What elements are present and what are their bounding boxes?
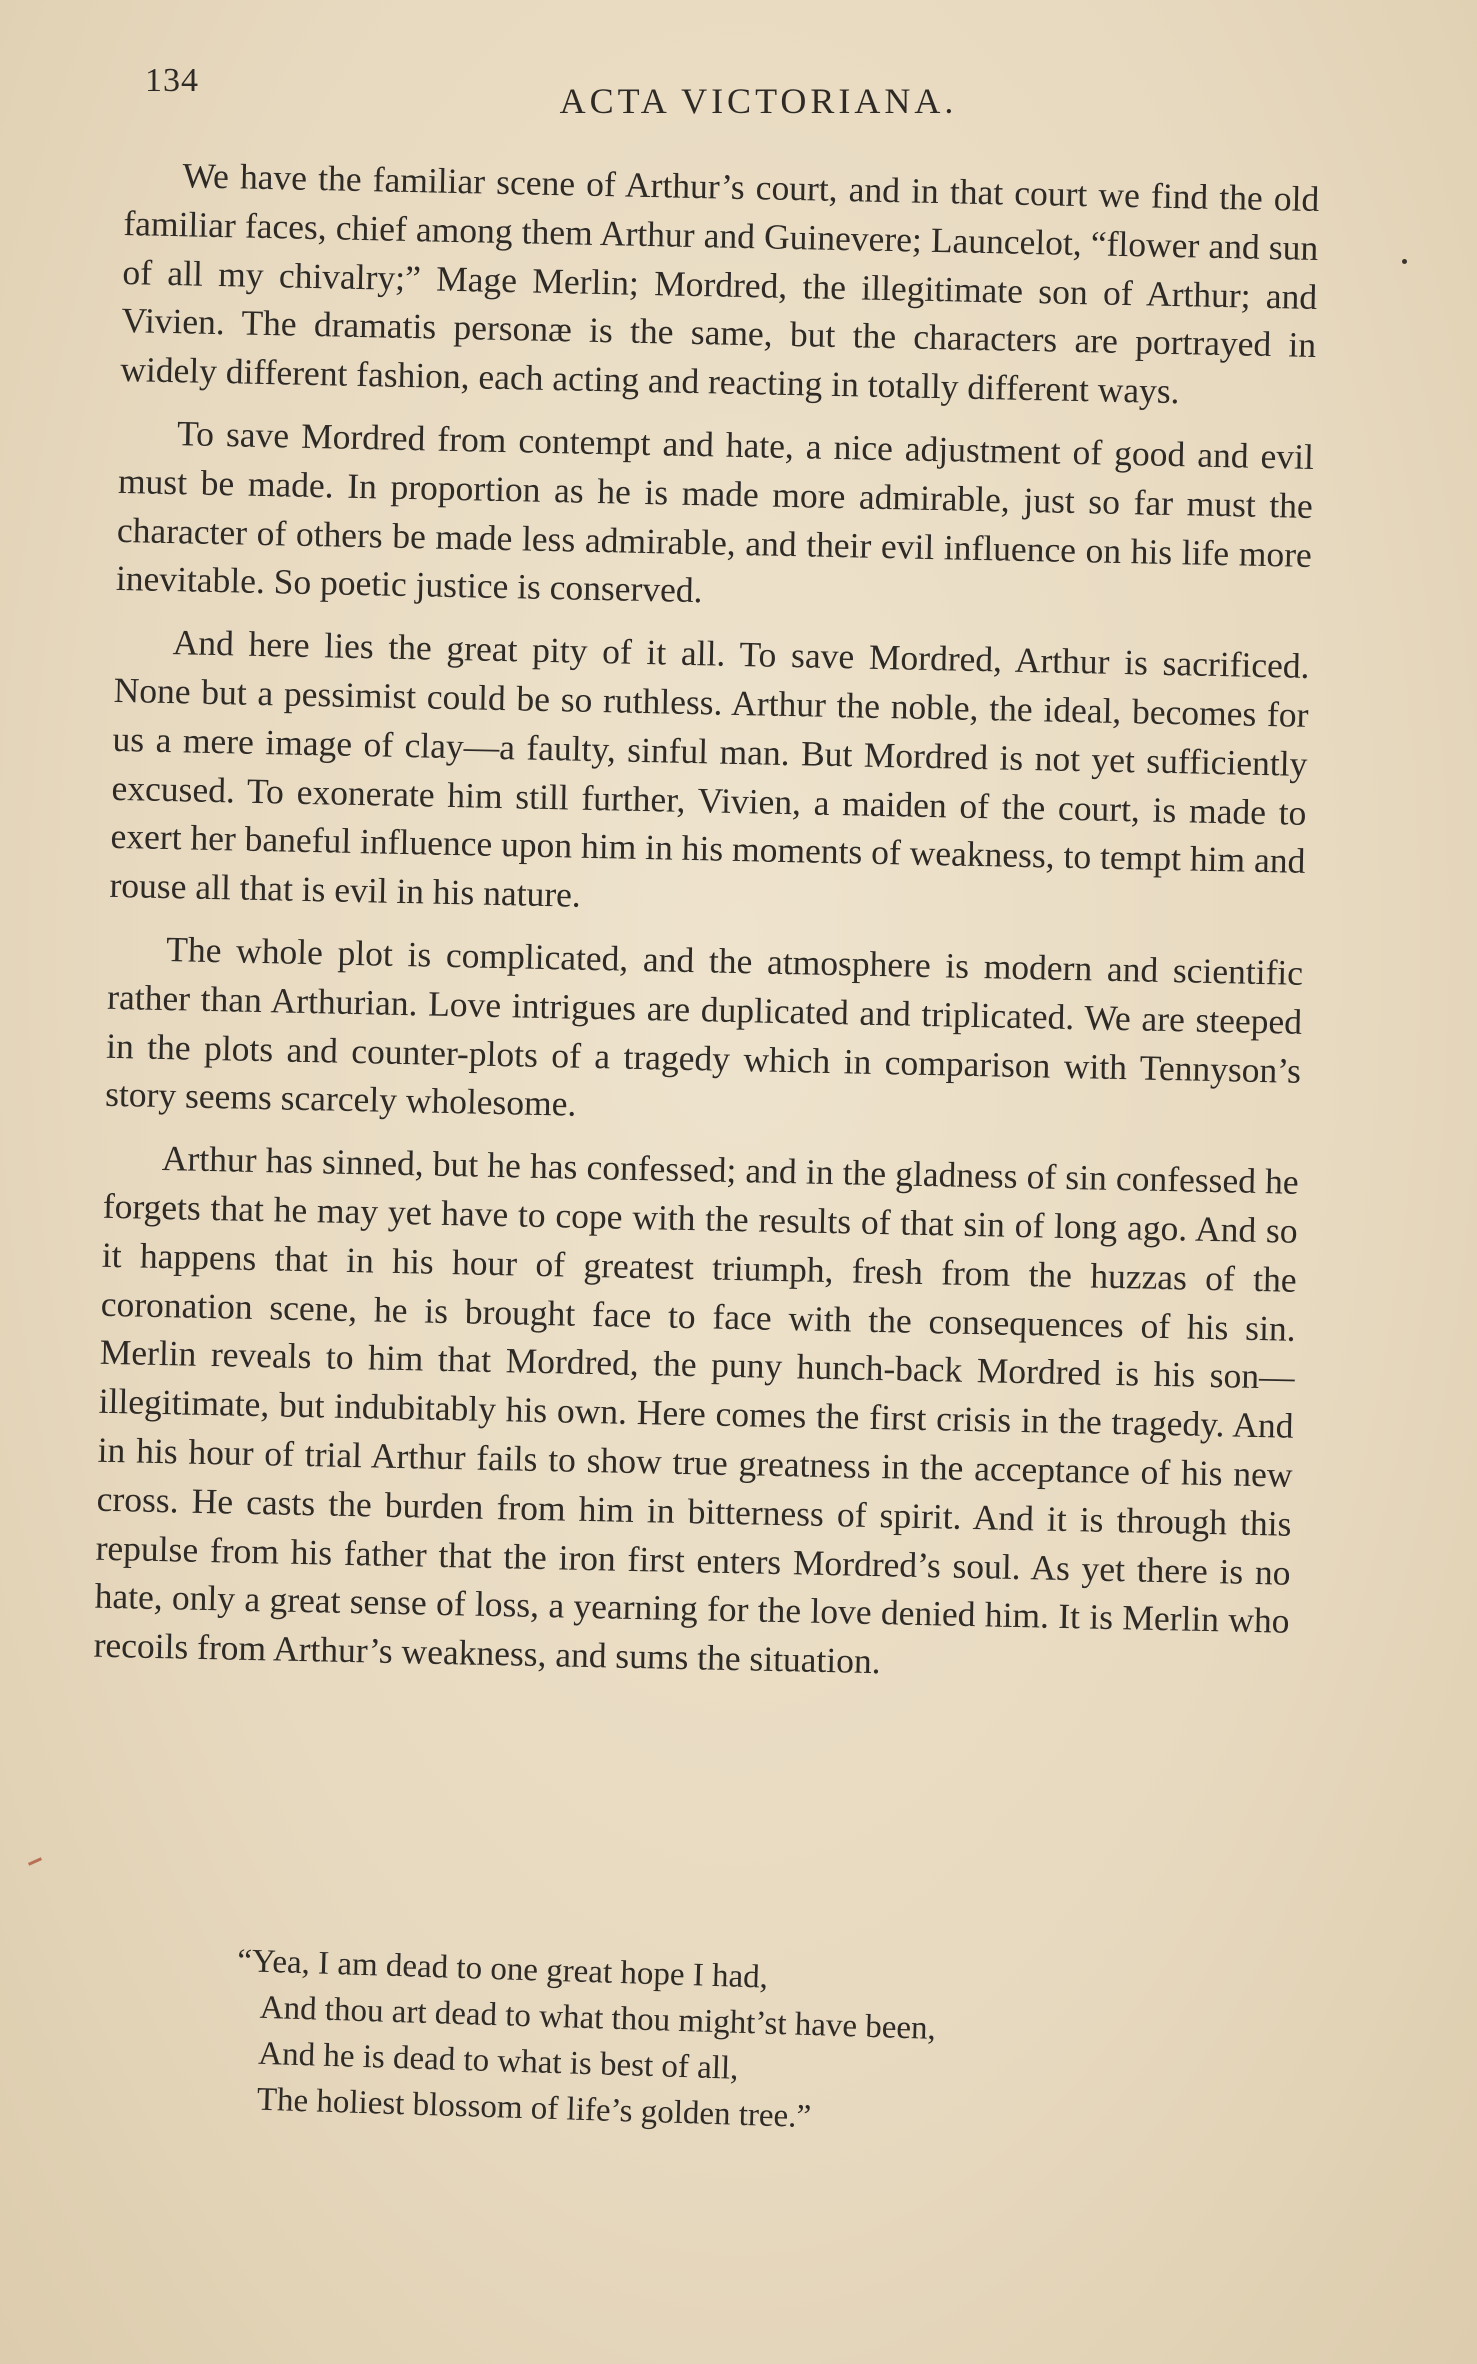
running-head: ACTA VICTORIANA. xyxy=(559,81,958,121)
verse-line: And thou art dead to what thou might’st have been, xyxy=(259,1989,937,2047)
body-text xyxy=(93,150,1320,1709)
verse-line: And he is dead to what is best of all, xyxy=(257,2035,739,2087)
verse-quotation xyxy=(232,1938,1177,2151)
paragraph: And here lies the great pity of it all. To save Mordred, Arthur is sacrificed. None but a pessimist could be so ruthless. Arthur the noble, the ideal, becomes for us a mere image of clay—a faulty, sinful man. But Mordred is not yet sufficiently excused. To exonerate him still further, Vivien, a maiden of the court, is made to exert her baneful influence upon him in his moments of weakness, to tempt him and rouse all that is evil in his nature. xyxy=(109,622,1310,915)
paragraph: Arthur has sinned, but he has confessed; and in the gladness of sin confessed he forgets that he may yet have to cope with the results of that sin of long ago. And so it happens that in his hour of greatest triumph, fresh from the huzzas of the coronation scene, he is brought face to face with the consequences of his sin. Merlin reveals to him that Mordred, the puny hunch-back Mordred is his son—illegitimate, but indubitably his own. Here comes the first crisis in the tragedy. And in his hour of trial Arthur fails to show true greatness in the acceptance of his new cross. He casts the burden from him in bitterness of spirit. And it is through this repulse from his father that the iron first enters Mordred’s soul. As yet there is no hate, only a great sense of loss, a yearning for the love denied him. It is Merlin who recoils from Arthur’s weakness, and sums the situation. xyxy=(93,1138,1300,1682)
paragraph: To save Mordred from contempt and hate, a nice adjustment of good and evil must be made. In proportion as he is made more admirable, just so far must the character of others be made less admirable, and their evil influence on his life more inevitable. So poetic justice is conserved. xyxy=(115,413,1315,611)
page-number: 134 xyxy=(145,62,199,99)
verse-line: The holiest blossom of life’s golden tree.” xyxy=(256,2081,812,2136)
paragraph: We have the familiar scene of Arthur’s court, and in that court we find the old familiar faces, chief among them Arthur and Guinevere; Launcelot, “flower and sun of all my chivalry;” Mage Merlin; Mordred, the illegitimate son of Arthur; and Vivien. The dramatis personæ is the same, but the characters are portrayed in widely different fashion, each acting and reacting in totally different ways. xyxy=(119,155,1320,412)
ink-speck xyxy=(1402,259,1407,264)
verse-line: “Yea, I am dead to one great hope I had, xyxy=(236,1942,769,1996)
margin-mark xyxy=(28,1857,42,1865)
paragraph: The whole plot is complicated, and the atmosphere is modern and scientific rather than Arthurian. Love intrigues are duplicated and triplicated. We are steeped in the plots and counter-plots of a tragedy which in comparison with Tennyson’s story seems scarcely wholesome. xyxy=(104,928,1304,1125)
